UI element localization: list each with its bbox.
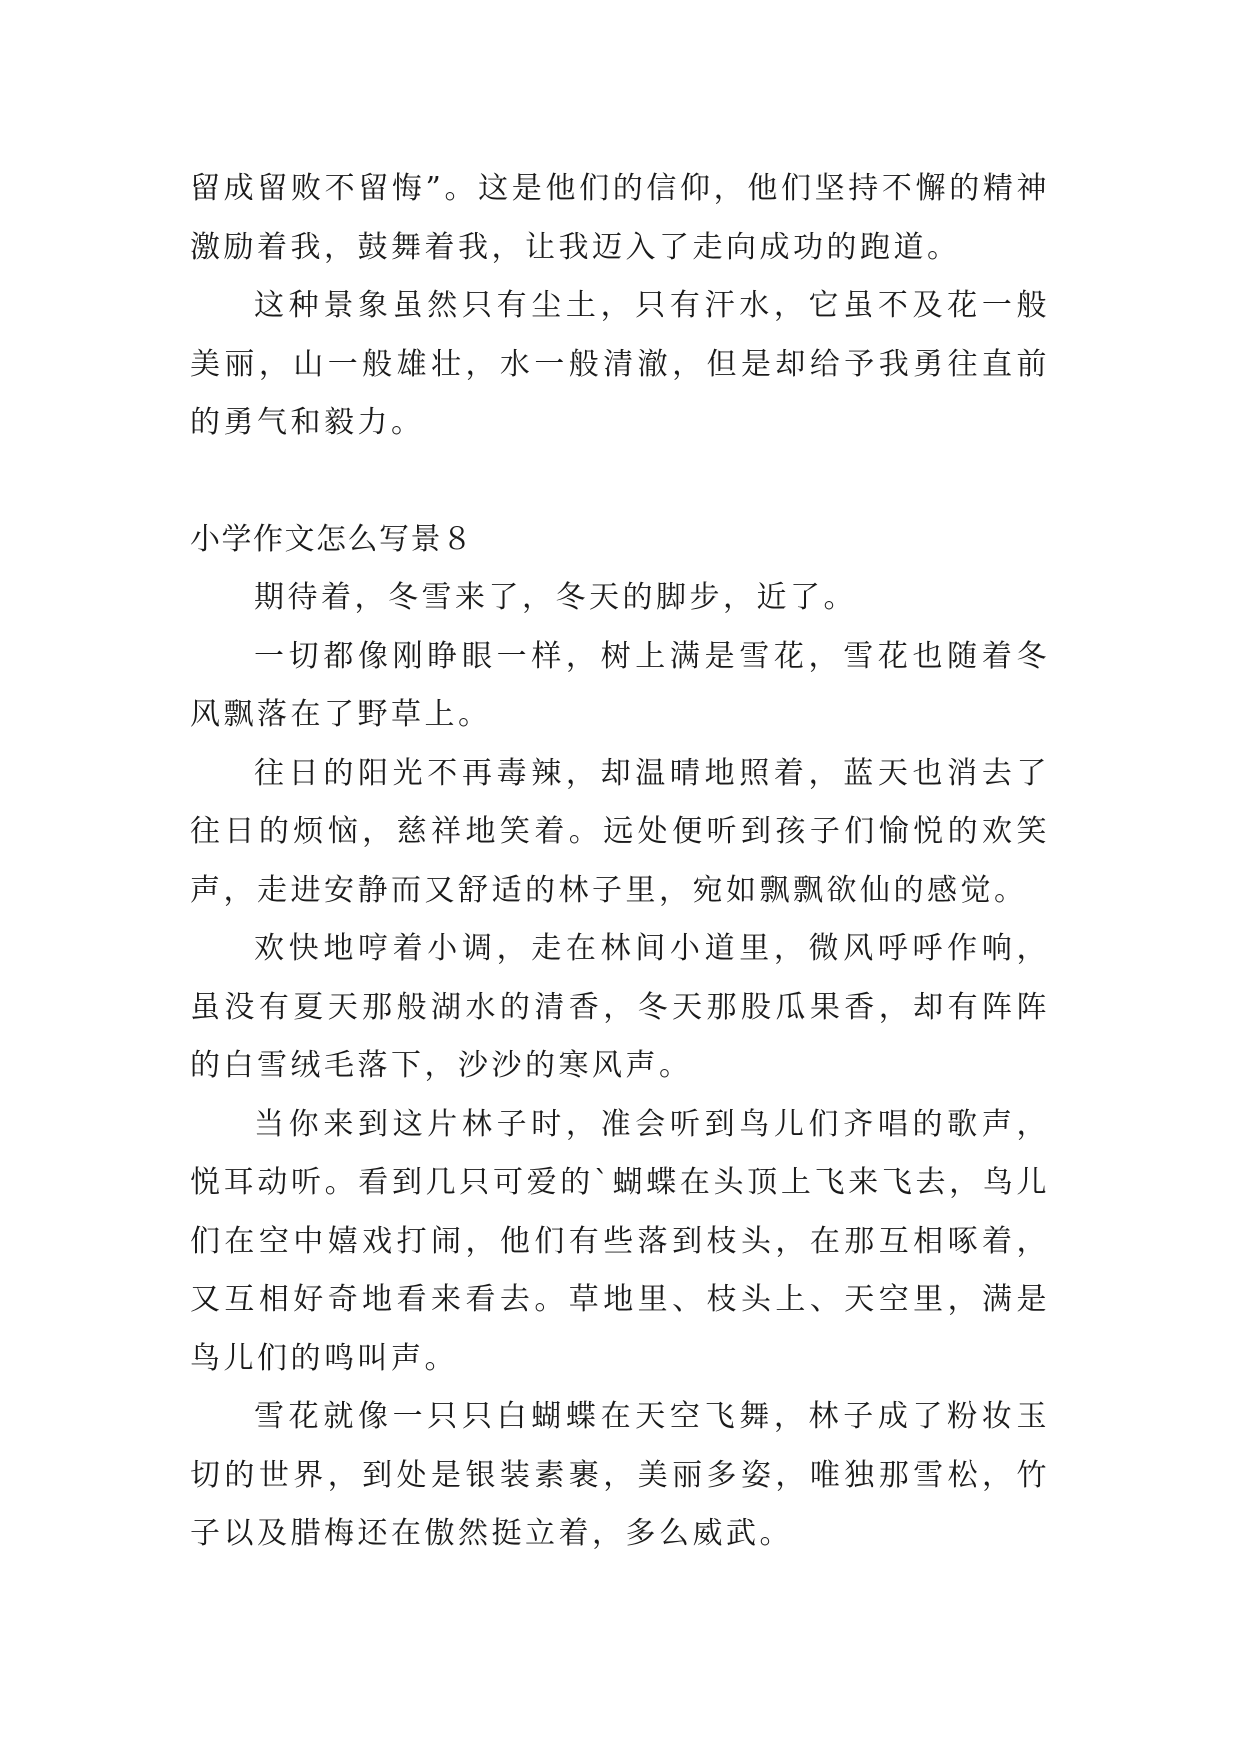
paragraph: 一切都像刚睁眼一样，树上满是雪花，雪花也随着冬风飘落在了野草上。 xyxy=(190,638,1050,732)
paragraph: 欢快地哼着小调，走在林间小道里，微风呼呼作响，虽没有夏天那般湖水的清香，冬天那股瓜果香，却有阵阵的白雪绒毛落下，沙沙的寒风声。 xyxy=(190,931,1050,1083)
document-body xyxy=(190,160,1050,1564)
paragraph: 当你来到这片林子时，准会听到鸟儿们齐唱的歌声，悦耳动听。看到几只可爱的`蝴蝶在头顶上飞来飞去，鸟儿们在空中嬉戏打闹，他们有些落到枝头，在那互相啄着，又互相好奇地看来看去。草地里、枝头上、天空里，满是鸟儿们的鸣叫声。 xyxy=(190,1106,1050,1376)
paragraph: 往日的阳光不再毒辣，却温晴地照着，蓝天也消去了往日的烦恼，慈祥地笑着。远处便听到孩子们愉悦的欢笑声，走进安静而又舒适的林子里，宛如飘飘欲仙的感觉。 xyxy=(190,755,1050,908)
section-title: 小学作文怎么写景８ xyxy=(190,521,474,557)
paragraph: 雪花就像一只只白蝴蝶在天空飞舞，林子成了粉妆玉切的世界，到处是银装素裹，美丽多姿，唯独那雪松，竹子以及腊梅还在傲然挺立着，多么威武。 xyxy=(190,1399,1050,1551)
paragraph: 期待着，冬雪来了，冬天的脚步，近了。 xyxy=(254,580,857,615)
paragraph: 这种景象虽然只有尘土，只有汗水，它虽不及花一般美丽，山一般雄壮，水一般清澈，但是却给予我勇往直前的勇气和毅力。 xyxy=(190,288,1050,440)
paragraph: 留成留败不留悔”。这是他们的信仰，他们坚持不懈的精神激励着我，鼓舞着我，让我迈入了走向成功的跑道。 xyxy=(190,171,1050,265)
